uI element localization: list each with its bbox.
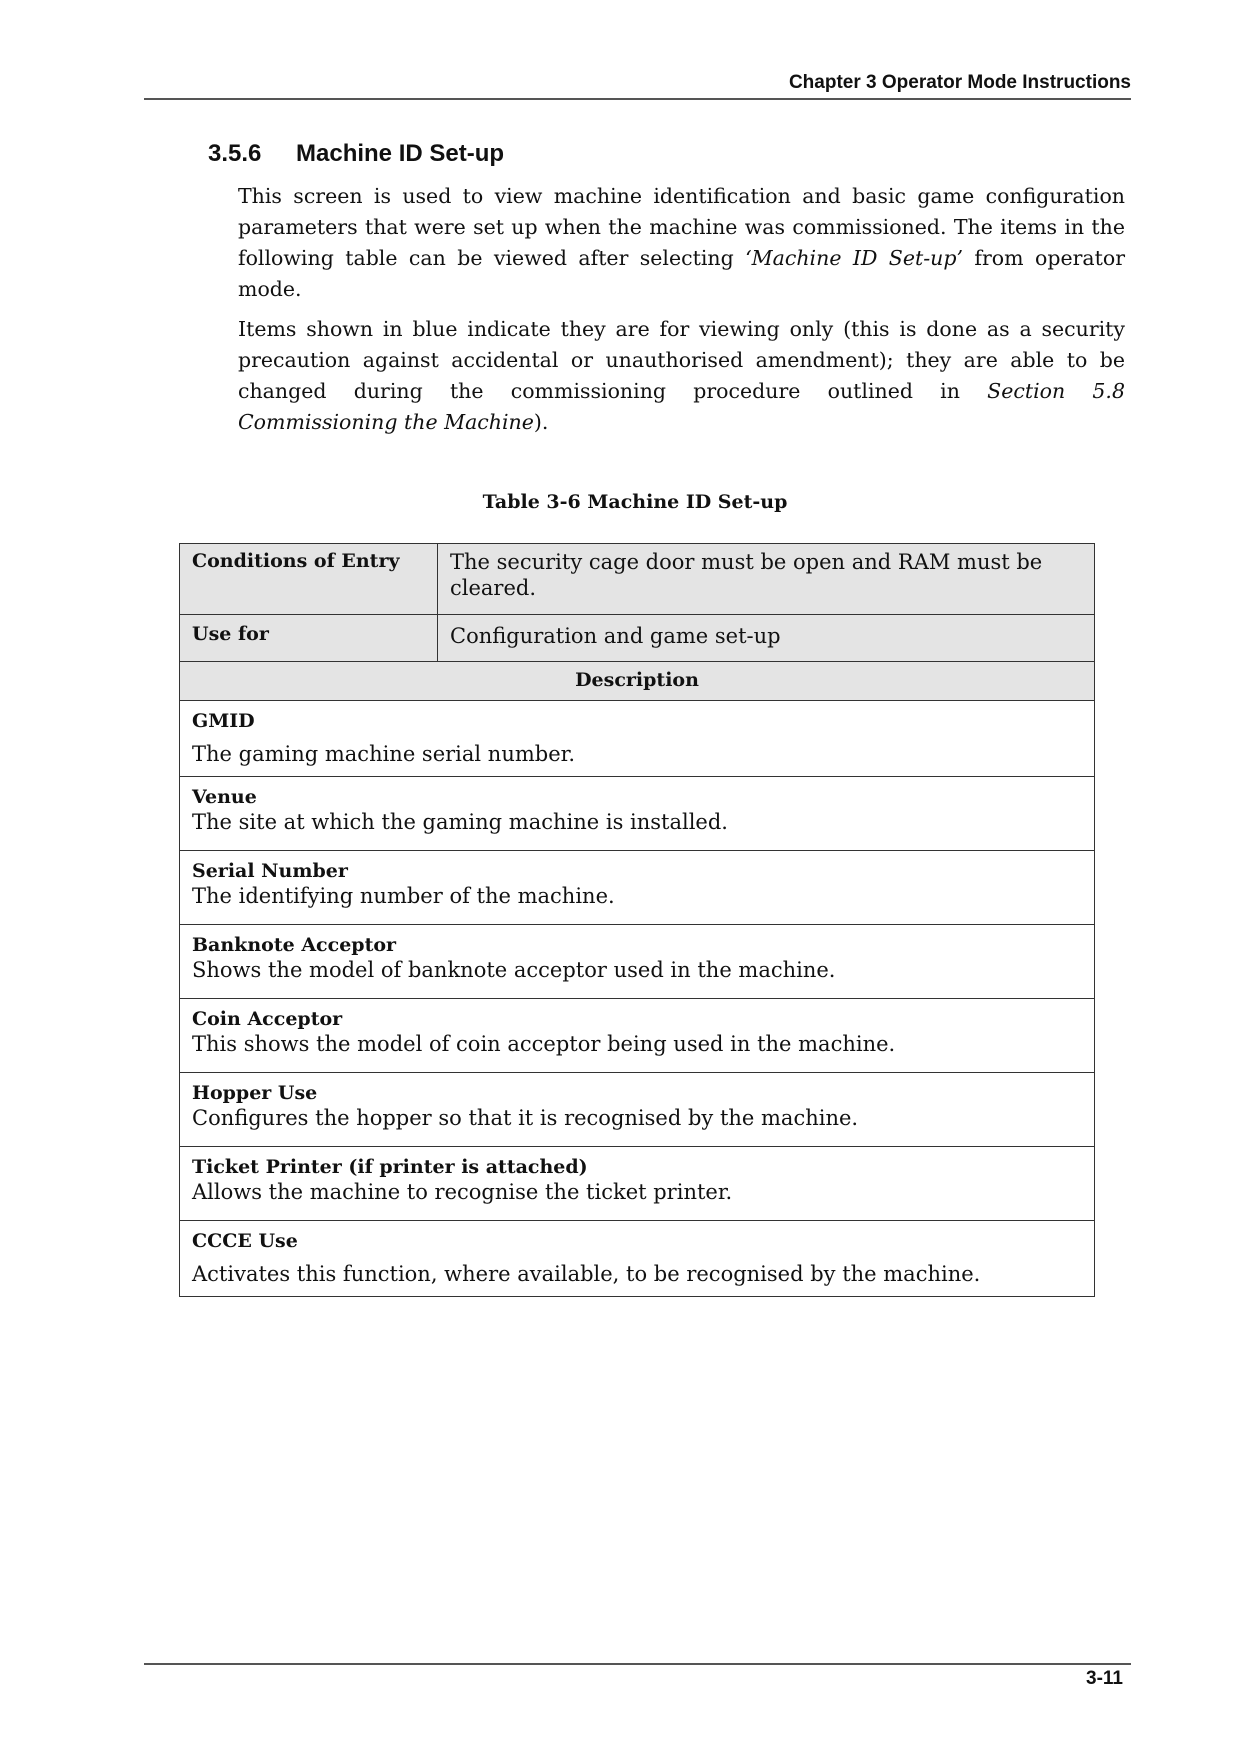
intro-p2-text-b: ).	[533, 410, 549, 434]
item-description: Activates this function, where available, to be recognised by the machine.	[192, 1262, 981, 1286]
table-caption: Table 3-6 Machine ID Set-up	[482, 491, 788, 513]
item-description: The site at which the gaming machine is installed.	[192, 810, 728, 834]
item-title: CCCE Use	[192, 1230, 298, 1252]
intro-p1-emphasis: ‘Machine ID Set-up’	[745, 246, 963, 270]
item-title: Venue	[192, 786, 257, 808]
table-cell	[180, 1221, 1095, 1297]
table-row	[180, 999, 1095, 1073]
item-title: Ticket Printer (if printer is attached)	[192, 1156, 588, 1178]
chapter-title: Chapter 3 Operator Mode Instructions	[788, 72, 1131, 93]
use-label: Use for	[180, 615, 438, 662]
machine-id-table	[179, 543, 1095, 1297]
table-cell	[180, 1147, 1095, 1221]
item-description: This shows the model of coin acceptor being used in the machine.	[192, 1032, 896, 1056]
table-row	[180, 851, 1095, 925]
table-row	[180, 777, 1095, 851]
description-header-row	[180, 662, 1095, 701]
item-description: The gaming machine serial number.	[192, 742, 576, 766]
conditions-row	[180, 544, 1095, 615]
intro-p1-text-a: This screen is used to view machine identification and basic game configuration parameters that were set up when the machine was commissioned. The items in the following table can be viewed after selecting	[238, 184, 1125, 270]
page-header	[144, 70, 1131, 100]
item-description: Configures the hopper so that it is recognised by the machine.	[192, 1106, 859, 1130]
page-number: 3-11	[1086, 1668, 1123, 1689]
intro-p2-text-a: Items shown in blue indicate they are for viewing only (this is done as a security precaution against accidental or unauthorised amendment); they are able to be changed during the commissioning procedure outlined in	[238, 317, 1125, 403]
item-title: Banknote Acceptor	[192, 934, 397, 956]
section-number: 3.5.6	[208, 140, 262, 167]
intro-paragraph-1	[238, 181, 1125, 305]
item-description: Shows the model of banknote acceptor used in the machine.	[192, 958, 836, 982]
item-title: Serial Number	[192, 860, 348, 882]
item-title: Coin Acceptor	[192, 1008, 343, 1030]
table-cell	[180, 1073, 1095, 1147]
item-description: The identifying number of the machine.	[192, 884, 615, 908]
use-row	[180, 615, 1095, 662]
table-cell	[180, 925, 1095, 999]
table-cell	[180, 777, 1095, 851]
table-cell	[180, 851, 1095, 925]
footer-divider	[144, 1663, 1131, 1665]
item-description: Allows the machine to recognise the ticket printer.	[192, 1180, 733, 1204]
table-cell	[180, 701, 1095, 777]
conditions-label: Conditions of Entry	[180, 544, 438, 615]
table-row	[180, 1147, 1095, 1221]
conditions-value: The security cage door must be open and RAM must be cleared.	[438, 544, 1095, 615]
table-row	[180, 701, 1095, 777]
item-title: Hopper Use	[192, 1082, 318, 1104]
description-header: Description	[180, 662, 1095, 701]
section-heading	[208, 140, 504, 168]
table-row	[180, 1221, 1095, 1297]
item-title: GMID	[192, 710, 255, 732]
intro-paragraph-2	[238, 314, 1125, 438]
table-row	[180, 925, 1095, 999]
intro-p2-emphasis: Section 5.8 Commissioning the Machine	[238, 379, 1125, 434]
use-value: Configuration and game set-up	[438, 615, 1095, 662]
intro-p1-text-b: from operator mode.	[238, 246, 1125, 301]
section-title: Machine ID Set-up	[296, 140, 505, 167]
table-row	[180, 1073, 1095, 1147]
table-cell	[180, 999, 1095, 1073]
